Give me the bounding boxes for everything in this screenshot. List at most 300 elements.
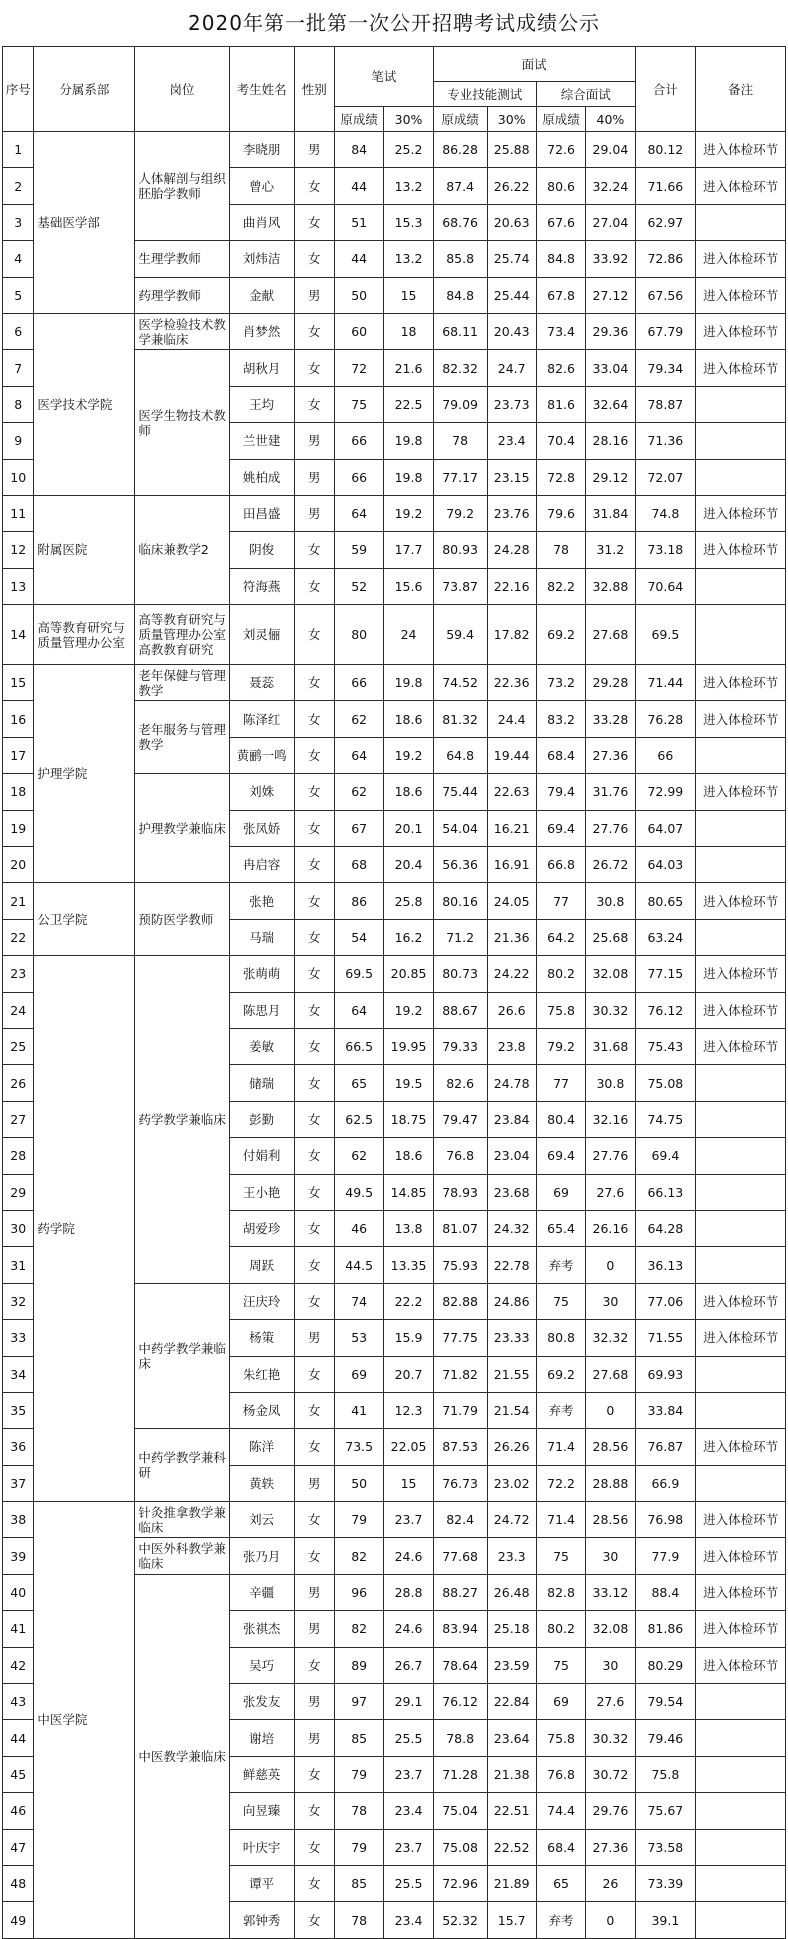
written-raw-cell: 97: [335, 1684, 384, 1720]
skill-30-cell: 17.82: [487, 605, 536, 665]
gender-cell: 女: [294, 350, 334, 386]
gender-cell: 女: [294, 847, 334, 883]
gender-cell: 女: [294, 568, 334, 604]
header-written-raw: 原成绩: [335, 107, 384, 132]
gender-cell: 女: [294, 883, 334, 919]
dept-cell: 附属医院: [34, 495, 135, 604]
seq-cell: 2: [3, 168, 34, 204]
written-30-cell: 12.3: [384, 1392, 433, 1428]
dept-cell: 基础医学部: [34, 132, 135, 314]
gender-cell: 女: [294, 1756, 334, 1792]
skill-raw-cell: 80.73: [433, 956, 487, 992]
written-30-cell: 29.1: [384, 1684, 433, 1720]
comprehensive-40-cell: 29.76: [586, 1793, 635, 1829]
skill-raw-cell: 87.4: [433, 168, 487, 204]
comprehensive-40-cell: 30: [586, 1283, 635, 1319]
candidate-name-cell: 郭钟秀: [229, 1902, 294, 1938]
candidate-name-cell: 杨金凤: [229, 1392, 294, 1428]
gender-cell: 男: [294, 495, 334, 531]
total-cell: 79.54: [635, 1684, 696, 1720]
seq-cell: 30: [3, 1210, 34, 1246]
skill-raw-cell: 87.53: [433, 1429, 487, 1465]
written-raw-cell: 86: [335, 883, 384, 919]
position-cell: 中药学教学兼临床: [135, 1283, 229, 1429]
comprehensive-40-cell: 27.76: [586, 1138, 635, 1174]
comprehensive-raw-cell: 79.2: [536, 1028, 585, 1064]
written-raw-cell: 74: [335, 1283, 384, 1319]
comprehensive-40-cell: 30: [586, 1647, 635, 1683]
position-cell: 中医教学兼临床: [135, 1574, 229, 1938]
total-cell: 69.93: [635, 1356, 696, 1392]
candidate-name-cell: 陈思月: [229, 992, 294, 1028]
gender-cell: 女: [294, 701, 334, 737]
total-cell: 77.06: [635, 1283, 696, 1319]
written-raw-cell: 53: [335, 1320, 384, 1356]
comprehensive-raw-cell: 69.4: [536, 810, 585, 846]
candidate-name-cell: 吴巧: [229, 1647, 294, 1683]
comprehensive-raw-cell: 80.4: [536, 1101, 585, 1137]
total-cell: 77.15: [635, 956, 696, 992]
skill-raw-cell: 79.33: [433, 1028, 487, 1064]
skill-raw-cell: 78.93: [433, 1174, 487, 1210]
seq-cell: 26: [3, 1065, 34, 1101]
written-raw-cell: 82: [335, 1611, 384, 1647]
seq-cell: 20: [3, 847, 34, 883]
written-30-cell: 18.6: [384, 774, 433, 810]
comprehensive-40-cell: 31.2: [586, 532, 635, 568]
comprehensive-raw-cell: 65: [536, 1865, 585, 1901]
comprehensive-raw-cell: 83.2: [536, 701, 585, 737]
skill-30-cell: 25.18: [487, 1611, 536, 1647]
comprehensive-raw-cell: 75: [536, 1283, 585, 1319]
skill-30-cell: 21.89: [487, 1865, 536, 1901]
skill-raw-cell: 71.79: [433, 1392, 487, 1428]
written-30-cell: 23.4: [384, 1793, 433, 1829]
remark-cell: 进入体检环节: [696, 1320, 786, 1356]
total-cell: 76.12: [635, 992, 696, 1028]
position-cell: 药学教学兼临床: [135, 956, 229, 1284]
gender-cell: 女: [294, 1028, 334, 1064]
skill-30-cell: 23.73: [487, 386, 536, 422]
seq-cell: 10: [3, 459, 34, 495]
written-30-cell: 23.7: [384, 1502, 433, 1538]
total-cell: 73.39: [635, 1865, 696, 1901]
written-30-cell: 26.7: [384, 1647, 433, 1683]
written-30-cell: 18: [384, 313, 433, 349]
seq-cell: 37: [3, 1465, 34, 1501]
comprehensive-raw-cell: 64.2: [536, 919, 585, 955]
total-cell: 63.24: [635, 919, 696, 955]
candidate-name-cell: 鲜慈英: [229, 1756, 294, 1792]
seq-cell: 12: [3, 532, 34, 568]
comprehensive-40-cell: 32.16: [586, 1101, 635, 1137]
position-cell: 医学生物技术教师: [135, 350, 229, 496]
gender-cell: 女: [294, 1356, 334, 1392]
remark-cell: 进入体检环节: [696, 1538, 786, 1574]
skill-30-cell: 24.78: [487, 1065, 536, 1101]
gender-cell: 男: [294, 423, 334, 459]
seq-cell: 29: [3, 1174, 34, 1210]
written-raw-cell: 89: [335, 1647, 384, 1683]
remark-cell: [696, 386, 786, 422]
remark-cell: [696, 568, 786, 604]
header-comprehensive-40: 40%: [586, 107, 635, 132]
skill-30-cell: 15.7: [487, 1902, 536, 1938]
remark-cell: 进入体检环节: [696, 883, 786, 919]
comprehensive-raw-cell: 68.4: [536, 1829, 585, 1865]
written-30-cell: 22.5: [384, 386, 433, 422]
written-30-cell: 19.2: [384, 992, 433, 1028]
skill-raw-cell: 76.12: [433, 1684, 487, 1720]
written-raw-cell: 62: [335, 1138, 384, 1174]
gender-cell: 女: [294, 737, 334, 773]
seq-cell: 35: [3, 1392, 34, 1428]
candidate-name-cell: 黄轶: [229, 1465, 294, 1501]
written-raw-cell: 79: [335, 1829, 384, 1865]
comprehensive-raw-cell: 77: [536, 1065, 585, 1101]
header-skill-30: 30%: [487, 107, 536, 132]
gender-cell: 女: [294, 1283, 334, 1319]
seq-cell: 28: [3, 1138, 34, 1174]
seq-cell: 13: [3, 568, 34, 604]
comprehensive-40-cell: 33.12: [586, 1574, 635, 1610]
gender-cell: 女: [294, 168, 334, 204]
remark-cell: 进入体检环节: [696, 1429, 786, 1465]
candidate-name-cell: 金献: [229, 277, 294, 313]
written-30-cell: 24.6: [384, 1611, 433, 1647]
comprehensive-raw-cell: 78: [536, 532, 585, 568]
gender-cell: 男: [294, 1465, 334, 1501]
total-cell: 75.8: [635, 1756, 696, 1792]
skill-raw-cell: 88.27: [433, 1574, 487, 1610]
written-30-cell: 24.6: [384, 1538, 433, 1574]
header-comprehensive: 综合面试: [536, 82, 635, 107]
skill-30-cell: 24.86: [487, 1283, 536, 1319]
skill-raw-cell: 79.47: [433, 1101, 487, 1137]
comprehensive-40-cell: 30.32: [586, 992, 635, 1028]
written-30-cell: 18.6: [384, 701, 433, 737]
table-body: [3, 132, 786, 1939]
seq-cell: 49: [3, 1902, 34, 1938]
seq-cell: 23: [3, 956, 34, 992]
skill-30-cell: 23.33: [487, 1320, 536, 1356]
skill-30-cell: 24.7: [487, 350, 536, 386]
seq-cell: 43: [3, 1684, 34, 1720]
candidate-name-cell: 王小艳: [229, 1174, 294, 1210]
total-cell: 64.03: [635, 847, 696, 883]
comprehensive-raw-cell: 71.4: [536, 1429, 585, 1465]
written-30-cell: 20.1: [384, 810, 433, 846]
candidate-name-cell: 刘姝: [229, 774, 294, 810]
skill-30-cell: 26.22: [487, 168, 536, 204]
skill-raw-cell: 75.93: [433, 1247, 487, 1283]
remark-cell: [696, 1138, 786, 1174]
total-cell: 71.66: [635, 168, 696, 204]
candidate-name-cell: 马瑞: [229, 919, 294, 955]
remark-cell: 进入体检环节: [696, 956, 786, 992]
written-raw-cell: 62.5: [335, 1101, 384, 1137]
skill-raw-cell: 80.93: [433, 532, 487, 568]
seq-cell: 44: [3, 1720, 34, 1756]
gender-cell: 男: [294, 1320, 334, 1356]
comprehensive-40-cell: 28.56: [586, 1429, 635, 1465]
header-gender: 性别: [294, 47, 334, 132]
total-cell: 79.34: [635, 350, 696, 386]
remark-cell: 进入体检环节: [696, 665, 786, 701]
gender-cell: 女: [294, 1065, 334, 1101]
total-cell: 80.12: [635, 132, 696, 168]
comprehensive-raw-cell: 82.2: [536, 568, 585, 604]
gender-cell: 女: [294, 1210, 334, 1246]
gender-cell: 女: [294, 919, 334, 955]
skill-raw-cell: 83.94: [433, 1611, 487, 1647]
written-30-cell: 19.5: [384, 1065, 433, 1101]
remark-cell: 进入体检环节: [696, 701, 786, 737]
skill-raw-cell: 81.07: [433, 1210, 487, 1246]
candidate-name-cell: 刘云: [229, 1502, 294, 1538]
total-cell: 71.44: [635, 665, 696, 701]
remark-cell: 进入体检环节: [696, 1502, 786, 1538]
candidate-name-cell: 谢培: [229, 1720, 294, 1756]
remark-cell: [696, 810, 786, 846]
written-30-cell: 22.2: [384, 1283, 433, 1319]
remark-cell: 进入体检环节: [696, 1028, 786, 1064]
total-cell: 67.56: [635, 277, 696, 313]
skill-raw-cell: 76.8: [433, 1138, 487, 1174]
gender-cell: 女: [294, 1502, 334, 1538]
seq-cell: 7: [3, 350, 34, 386]
written-raw-cell: 82: [335, 1538, 384, 1574]
written-raw-cell: 68: [335, 847, 384, 883]
page-title: 2020年第一批第一次公开招聘考试成绩公示: [188, 11, 600, 35]
comprehensive-40-cell: 28.88: [586, 1465, 635, 1501]
skill-raw-cell: 56.36: [433, 847, 487, 883]
comprehensive-raw-cell: 69: [536, 1684, 585, 1720]
comprehensive-raw-cell: 弃考: [536, 1247, 585, 1283]
written-raw-cell: 85: [335, 1865, 384, 1901]
skill-30-cell: 22.51: [487, 1793, 536, 1829]
written-raw-cell: 64: [335, 737, 384, 773]
seq-cell: 36: [3, 1429, 34, 1465]
total-cell: 67.79: [635, 313, 696, 349]
total-cell: 72.07: [635, 459, 696, 495]
comprehensive-raw-cell: 80.6: [536, 168, 585, 204]
table-row: [3, 605, 786, 665]
table-row: [3, 665, 786, 701]
comprehensive-40-cell: 29.28: [586, 665, 635, 701]
gender-cell: 女: [294, 665, 334, 701]
comprehensive-raw-cell: 69.2: [536, 1356, 585, 1392]
written-raw-cell: 46: [335, 1210, 384, 1246]
written-raw-cell: 80: [335, 605, 384, 665]
written-30-cell: 19.8: [384, 459, 433, 495]
skill-raw-cell: 82.6: [433, 1065, 487, 1101]
skill-raw-cell: 78: [433, 423, 487, 459]
dept-cell: 公卫学院: [34, 883, 135, 956]
total-cell: 69.4: [635, 1138, 696, 1174]
gender-cell: 女: [294, 1902, 334, 1938]
position-cell: 医学检验技术教学兼临床: [135, 313, 229, 349]
remark-cell: [696, 1101, 786, 1137]
candidate-name-cell: 肖梦然: [229, 313, 294, 349]
comprehensive-raw-cell: 77: [536, 883, 585, 919]
position-cell: 老年保健与管理教学: [135, 665, 229, 701]
candidate-name-cell: 胡爱珍: [229, 1210, 294, 1246]
written-raw-cell: 66.5: [335, 1028, 384, 1064]
position-cell: 人体解剖与组织胚胎学教师: [135, 132, 229, 241]
results-table: [2, 46, 786, 1939]
comprehensive-40-cell: 28.16: [586, 423, 635, 459]
gender-cell: 男: [294, 1574, 334, 1610]
remark-cell: [696, 1356, 786, 1392]
position-cell: 药理学教师: [135, 277, 229, 313]
remark-cell: [696, 1684, 786, 1720]
header-name: 考生姓名: [229, 47, 294, 132]
written-30-cell: 20.85: [384, 956, 433, 992]
candidate-name-cell: 朱红艳: [229, 1356, 294, 1392]
position-cell: 针灸推拿教学兼临床: [135, 1502, 229, 1538]
seq-cell: 19: [3, 810, 34, 846]
skill-30-cell: 23.76: [487, 495, 536, 531]
gender-cell: 女: [294, 774, 334, 810]
table-row: [3, 1502, 786, 1538]
skill-30-cell: 20.43: [487, 313, 536, 349]
skill-30-cell: 16.21: [487, 810, 536, 846]
seq-cell: 8: [3, 386, 34, 422]
written-raw-cell: 66: [335, 665, 384, 701]
comprehensive-40-cell: 33.28: [586, 701, 635, 737]
total-cell: 75.67: [635, 1793, 696, 1829]
skill-raw-cell: 77.17: [433, 459, 487, 495]
total-cell: 39.1: [635, 1902, 696, 1938]
written-30-cell: 14.85: [384, 1174, 433, 1210]
header-total: 合计: [635, 47, 696, 132]
total-cell: 66.13: [635, 1174, 696, 1210]
gender-cell: 女: [294, 1247, 334, 1283]
candidate-name-cell: 张乃月: [229, 1538, 294, 1574]
seq-cell: 14: [3, 605, 34, 665]
skill-30-cell: 23.15: [487, 459, 536, 495]
skill-30-cell: 22.63: [487, 774, 536, 810]
remark-cell: [696, 1392, 786, 1428]
candidate-name-cell: 辛疆: [229, 1574, 294, 1610]
comprehensive-raw-cell: 80.2: [536, 1611, 585, 1647]
written-30-cell: 16.2: [384, 919, 433, 955]
remark-cell: [696, 1174, 786, 1210]
comprehensive-raw-cell: 71.4: [536, 1502, 585, 1538]
header-written: 笔试: [335, 47, 434, 107]
comprehensive-raw-cell: 84.8: [536, 241, 585, 277]
written-30-cell: 20.4: [384, 847, 433, 883]
comprehensive-raw-cell: 75.8: [536, 1720, 585, 1756]
skill-30-cell: 23.02: [487, 1465, 536, 1501]
total-cell: 72.86: [635, 241, 696, 277]
table-header: [3, 47, 786, 132]
comprehensive-40-cell: 26.72: [586, 847, 635, 883]
candidate-name-cell: 聂蕊: [229, 665, 294, 701]
skill-30-cell: 26.48: [487, 1574, 536, 1610]
candidate-name-cell: 彭勤: [229, 1101, 294, 1137]
gender-cell: 女: [294, 1138, 334, 1174]
skill-raw-cell: 77.75: [433, 1320, 487, 1356]
candidate-name-cell: 陈泽红: [229, 701, 294, 737]
skill-raw-cell: 64.8: [433, 737, 487, 773]
comprehensive-raw-cell: 69.4: [536, 1138, 585, 1174]
gender-cell: 女: [294, 204, 334, 240]
seq-cell: 25: [3, 1028, 34, 1064]
comprehensive-40-cell: 0: [586, 1247, 635, 1283]
candidate-name-cell: 刘炜洁: [229, 241, 294, 277]
written-raw-cell: 65: [335, 1065, 384, 1101]
header-remark: 备注: [696, 47, 786, 132]
total-cell: 75.43: [635, 1028, 696, 1064]
gender-cell: 女: [294, 605, 334, 665]
skill-30-cell: 24.4: [487, 701, 536, 737]
total-cell: 76.28: [635, 701, 696, 737]
skill-raw-cell: 74.52: [433, 665, 487, 701]
written-30-cell: 23.7: [384, 1756, 433, 1792]
gender-cell: 男: [294, 277, 334, 313]
skill-30-cell: 20.63: [487, 204, 536, 240]
written-raw-cell: 64: [335, 992, 384, 1028]
seq-cell: 31: [3, 1247, 34, 1283]
remark-cell: [696, 459, 786, 495]
total-cell: 80.65: [635, 883, 696, 919]
header-position: 岗位: [135, 47, 229, 132]
position-cell: 预防医学教师: [135, 883, 229, 956]
candidate-name-cell: 刘灵俪: [229, 605, 294, 665]
seq-cell: 11: [3, 495, 34, 531]
written-30-cell: 25.8: [384, 883, 433, 919]
written-30-cell: 18.75: [384, 1101, 433, 1137]
written-30-cell: 25.2: [384, 132, 433, 168]
comprehensive-raw-cell: 72.8: [536, 459, 585, 495]
seq-cell: 9: [3, 423, 34, 459]
comprehensive-40-cell: 32.64: [586, 386, 635, 422]
written-30-cell: 20.7: [384, 1356, 433, 1392]
header-interview: 面试: [433, 47, 635, 82]
total-cell: 69.5: [635, 605, 696, 665]
skill-raw-cell: 78.64: [433, 1647, 487, 1683]
written-raw-cell: 84: [335, 132, 384, 168]
comprehensive-raw-cell: 弃考: [536, 1902, 585, 1938]
gender-cell: 女: [294, 1865, 334, 1901]
remark-cell: 进入体检环节: [696, 992, 786, 1028]
comprehensive-raw-cell: 82.8: [536, 1574, 585, 1610]
comprehensive-40-cell: 27.68: [586, 605, 635, 665]
comprehensive-40-cell: 27.68: [586, 1356, 635, 1392]
written-30-cell: 19.95: [384, 1028, 433, 1064]
skill-30-cell: 24.72: [487, 1502, 536, 1538]
skill-raw-cell: 68.76: [433, 204, 487, 240]
skill-30-cell: 23.8: [487, 1028, 536, 1064]
remark-cell: 进入体检环节: [696, 132, 786, 168]
written-raw-cell: 79: [335, 1502, 384, 1538]
written-raw-cell: 67: [335, 810, 384, 846]
comprehensive-40-cell: 33.92: [586, 241, 635, 277]
gender-cell: 女: [294, 1829, 334, 1865]
skill-30-cell: 23.3: [487, 1538, 536, 1574]
written-raw-cell: 79: [335, 1756, 384, 1792]
skill-30-cell: 22.84: [487, 1684, 536, 1720]
comprehensive-40-cell: 31.84: [586, 495, 635, 531]
position-cell: 中药学教学兼科研: [135, 1429, 229, 1502]
seq-cell: 16: [3, 701, 34, 737]
comprehensive-40-cell: 27.6: [586, 1174, 635, 1210]
written-raw-cell: 85: [335, 1720, 384, 1756]
seq-cell: 33: [3, 1320, 34, 1356]
skill-raw-cell: 76.73: [433, 1465, 487, 1501]
